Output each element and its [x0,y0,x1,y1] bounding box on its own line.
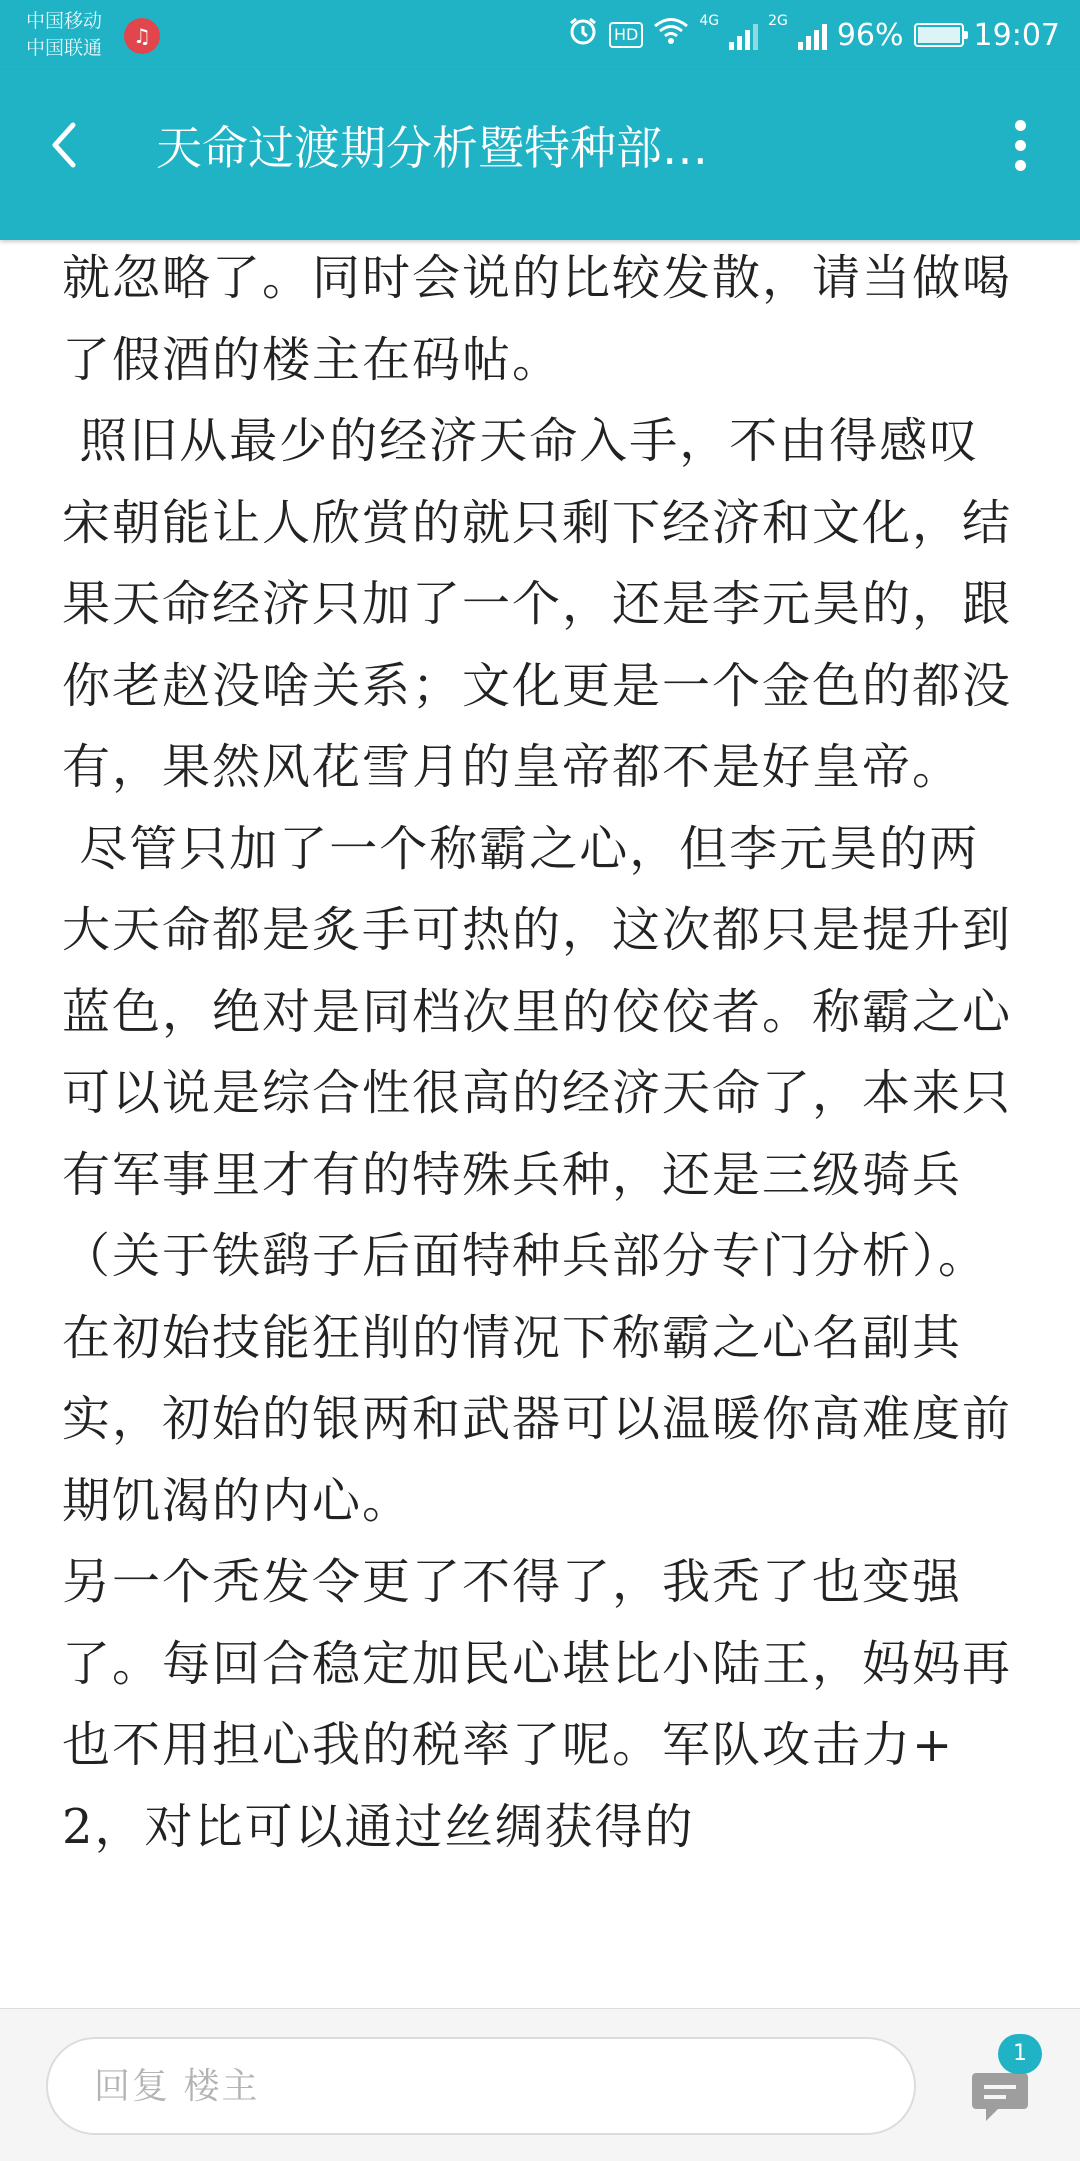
hd-icon: HD [609,22,643,48]
battery-percent: 96% [836,17,904,53]
carrier-2: 中国联通 [26,37,103,59]
clock: 19:07 [973,17,1060,53]
status-bar [0,0,1080,70]
comments-button[interactable] [968,2065,1032,2129]
reply-input[interactable] [46,2037,916,2135]
back-button[interactable] [30,110,100,180]
post-paragraph: 尽管只加了一个称霸之心，但李元昊的两大天命都是炙手可热的，这次都只是提升到蓝色，绝对是同档次里的佼佼者。称霸之心可以说是综合性很高的经济天命了，本来只有军事里才有的特殊兵种，还是三级骑兵（关于铁鹞子后面特种兵部分专门分析）。在初始技能狂削的情况下称霸之心名副其实，初始的银两和武器可以温暖你高难度前期饥渴的内心。 [62,820,1013,1529]
netease-icon: ♫ [124,18,160,54]
more-vert-dot [1015,140,1026,151]
comment-icon [968,2065,1032,2129]
signal-icon [729,20,758,50]
post-body [62,240,1022,1868]
network-type-1: 4G [699,13,720,29]
more-vert-dot [1015,160,1026,171]
post-content[interactable] [62,240,1022,2008]
post-paragraph: 就忽略了。同时会说的比较发散，请当做喝了假酒的楼主在码帖。 [62,250,1013,388]
wifi-icon [653,17,689,53]
signal-icon [798,20,827,50]
toolbar [0,70,1080,240]
more-button[interactable] [990,110,1050,180]
battery-icon [914,23,964,47]
alarm-icon [567,15,599,55]
comment-count-badge: 1 [998,2034,1042,2074]
network-type-2: 2G [768,13,788,29]
more-vert-icon [1015,120,1026,131]
bottom-bar [0,2008,1080,2161]
back-arrow-icon [45,121,85,169]
post-paragraph: 照旧从最少的经济天命入手，不由得感叹宋朝能让人欣赏的就只剩下经济和文化，结果天命经济只加了一个，还是李元昊的，跟你老赵没啥关系；文化更是一个金色的都没有，果然风花雪月的皇帝都不是好皇帝。 [62,413,1013,795]
page-title: 天命过渡期分析暨特种部… [156,121,708,175]
carrier-1: 中国移动 [26,10,103,32]
status-icons [567,0,1060,70]
post-paragraph: 另一个秃发令更了不得了，我秃了也变强了。每回合稳定加民心堪比小陆王，妈妈再也不用担心我的税率了呢。军队攻击力+2，对比可以通过丝绸获得的 [62,1554,1013,1855]
carrier-info [26,8,102,62]
